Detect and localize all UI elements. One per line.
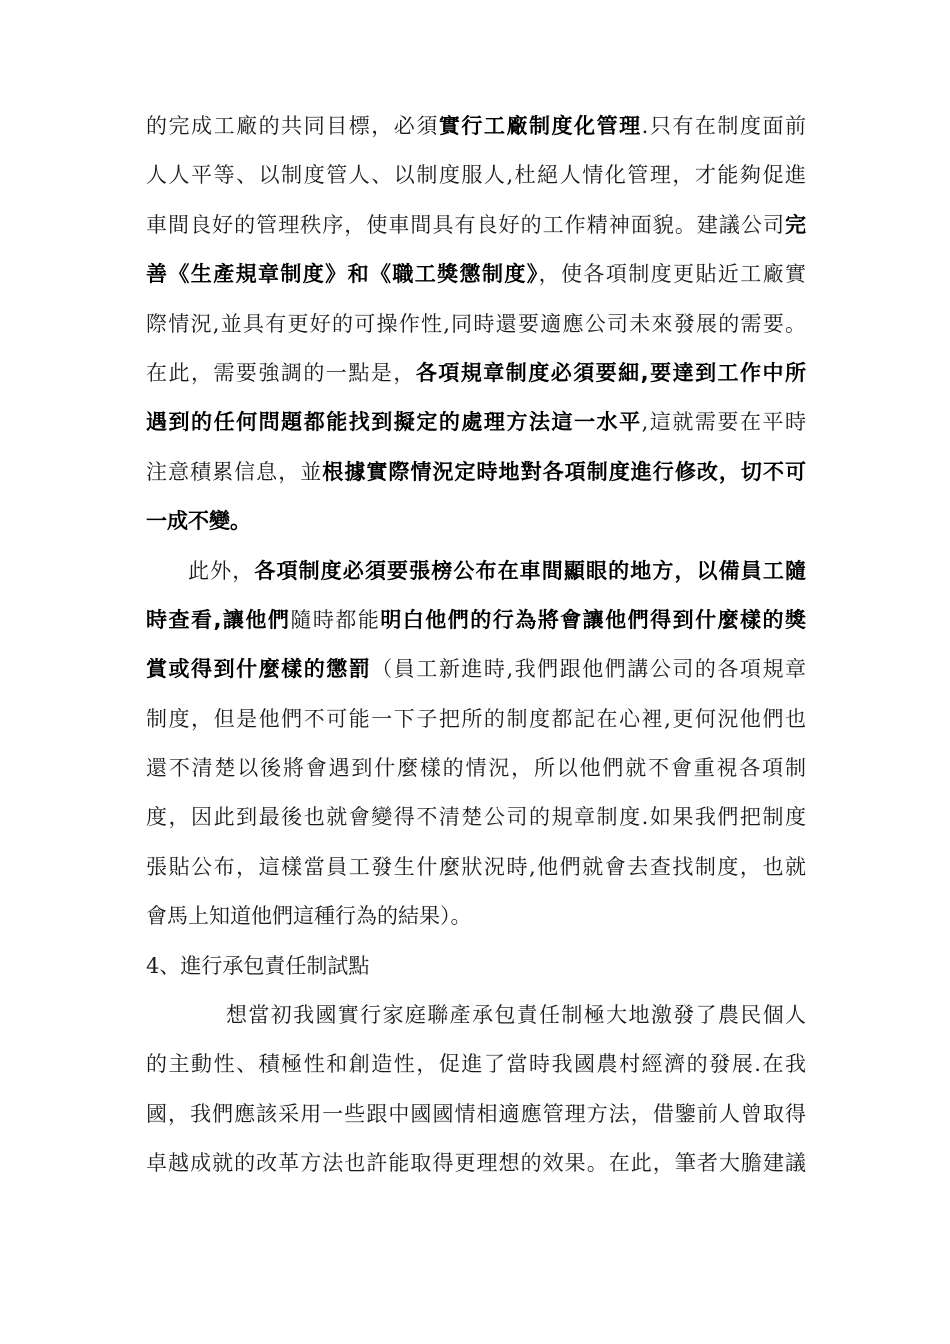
paragraph-2-line-3 <box>146 645 806 694</box>
section-heading: 4、進行承包責任制試點 <box>146 953 370 978</box>
paragraph-2-line-6: 度，因此到最後也就會變得不清楚公司的規章制度.如果我們把制度 <box>146 805 806 830</box>
paragraph-3-line-3: 國，我們應該采用一些跟中國國情相適應管理方法，借鑒前人曾取得 <box>146 1101 806 1126</box>
paragraph-2-line-1 <box>146 547 806 596</box>
paragraph-1-line-8 <box>146 448 806 497</box>
bold-text-run: 時查看,讓他們 <box>146 607 291 632</box>
text-run: 的完成工廠的共同目標，必須 <box>146 114 439 138</box>
document-page <box>146 102 806 1189</box>
paragraph-1-line-9 <box>146 497 806 546</box>
text-run: （員工新進時,我們跟他們講公司的各項規章 <box>371 657 806 682</box>
bold-text-run: 完 <box>785 212 806 237</box>
bold-text-run: 根據實際情況定時地對各項制度進行修改，切不可 <box>322 459 806 484</box>
bold-text-run: 遇到的任何問題都能找到擬定的處理方法這一水平 <box>146 410 642 435</box>
paragraph-3-line-2: 的主動性、積極性和創造性，促進了當時我國農村經濟的發展.在我 <box>146 1052 806 1077</box>
paragraph-1-line-3 <box>146 201 806 250</box>
paragraph-2-line-2 <box>146 596 806 645</box>
text-run: 車間良好的管理秩序，使車間具有良好的工作精神面貌。建議公司 <box>146 212 785 237</box>
bold-text-run: 各項制度必須要張榜公布在車間顯眼的地方，以備員工隨 <box>254 558 806 583</box>
paragraph-1-line-7 <box>146 398 806 447</box>
paragraph-2-line-7: 張貼公布，這樣當員工發生什麼狀況時,他們就會去查找制度，也就 <box>146 854 806 879</box>
text-run: ，使各項制度更貼近工廠實 <box>538 262 806 287</box>
text-run: 隨時都能 <box>290 607 381 632</box>
paragraph-2-line-8: 會馬上知道他們這種行為的結果）。 <box>146 904 472 929</box>
bold-text-run: 明白他們的行為將會讓他們得到什麼樣的獎 <box>380 607 806 632</box>
bold-text-run: 各項規章制度必須要細,要達到工作中所 <box>415 360 806 385</box>
text-run: 注意積累信息，並 <box>146 459 323 484</box>
paragraph-1-line-6 <box>146 349 806 398</box>
text-run: .只有在制度面前 <box>641 114 806 138</box>
paragraph-2-line-4: 制度，但是他們不可能一下子把所的制度都記在心裡,更何況他們也 <box>146 706 806 731</box>
bold-text-run: 善《生產規章制度》和《職工獎懲制度》 <box>146 262 539 287</box>
bold-text-run: 賞或得到什麼樣的懲罰 <box>146 657 372 682</box>
bold-text-run: 實行工廠制度化管理 <box>438 114 642 138</box>
text-run: 此外， <box>188 558 255 583</box>
paragraph-3-line-1: 想當初我國實行家庭聯產承包責任制極大地激發了農民個人 <box>226 1003 806 1028</box>
paragraph-2-line-5: 還不清楚以後將會遇到什麼樣的情況，所以他們就不會重視各項制 <box>146 756 806 781</box>
paragraph-1-line-4 <box>146 250 806 299</box>
text-run: ,這就需要在平時 <box>641 410 806 435</box>
paragraph-3-line-4: 卓越成就的改革方法也許能取得更理想的效果。在此，筆者大膽建議 <box>146 1151 806 1176</box>
paragraph-1-line-1 <box>146 102 806 151</box>
text-run: 在此，需要強調的一點是， <box>146 360 416 385</box>
bold-text-run: 一成不變。 <box>146 509 251 534</box>
paragraph-1-line-5: 際情況,並具有更好的可操作性,同時還要適應公司未來發展的需要。 <box>146 311 806 336</box>
paragraph-1-line-2: 人人平等、以制度管人、以制度服人,杜絕人情化管理，才能夠促進 <box>146 163 806 188</box>
